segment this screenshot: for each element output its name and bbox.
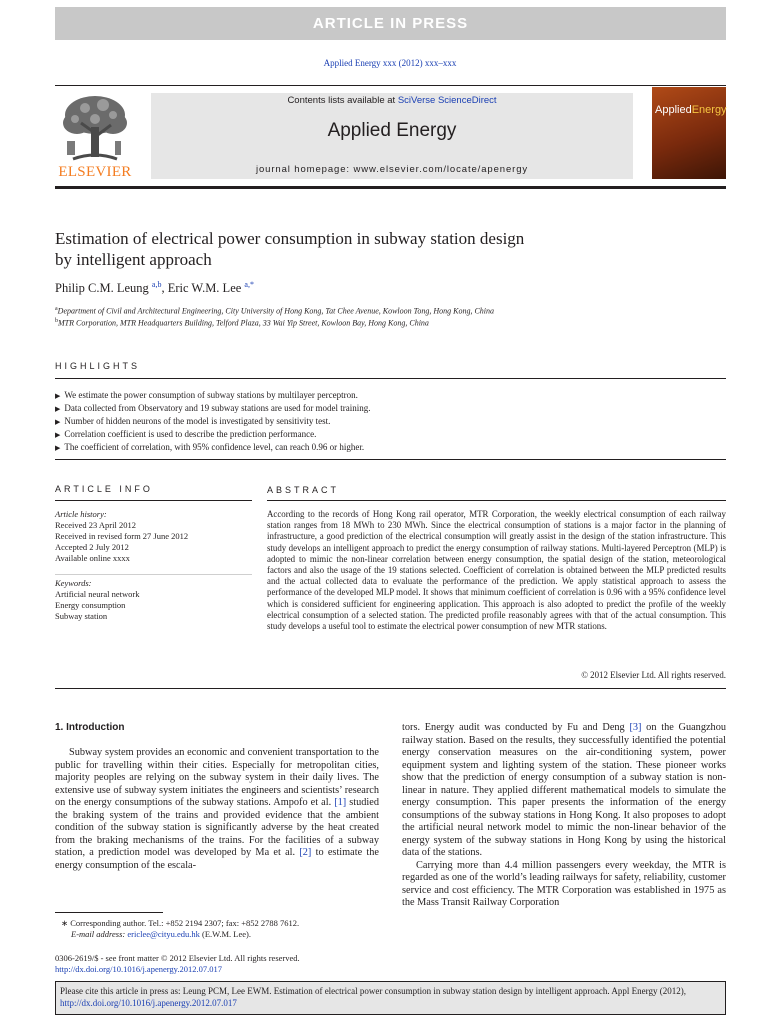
reference-link[interactable]: [2]: [299, 847, 312, 858]
header-top-rule: [55, 85, 726, 86]
abstract-rule: [267, 500, 726, 501]
doi-link[interactable]: http://dx.doi.org/10.1016/j.apenergy.2012.07.017: [55, 964, 222, 974]
list-item: ▶ Correlation coefficient is used to describe the prediction performance.: [55, 428, 726, 441]
corresponding-author-footnote: ∗ Corresponding author. Tel.: +852 2194 2307; fax: +852 2788 7612. E-mail address: ericlee@cityu.edu.hk (E.W.M. Lee).: [61, 918, 300, 939]
journal-cover-image: [652, 87, 726, 179]
list-item: ▶ The coefficient of correlation, with 95% confidence level, can reach 0.96 or higher.: [55, 441, 726, 454]
list-item: ▶ We estimate the power consumption of subway stations by multilayer perceptron.: [55, 389, 726, 402]
citation-notice-box: Please cite this article in press as: Leung PCM, Lee EWM. Estimation of electrical power consumption in subway station design by intelligent approach. Appl Energy (2012), http://dx.doi.org/10.1016/j.apenergy.2012.07.017: [55, 981, 726, 1015]
body-column-left: Subway system provides an economic and convenient transportation to the public for travelling within their cities. Especially for metropolitan cities, majority peoples are relying on the subway system in their daily lives. The extensive use of subway system initiates the engineers and scientists’ research on the energy consumptions of the subway stations. Ampofo et al. [1] studied the braking system of the trains and provided evidence that the ambient condition of the subway station is significantly adverse by the heat created from the braking mechanisms of the trains. For the facilities of a subway station, a prediction model was developed by Ma et al. [2] to estimate the energy consumption of the escala-: [55, 747, 379, 871]
keyword-item: Subway station: [55, 611, 108, 621]
keyword-item: Artificial neural network: [55, 589, 140, 599]
header-bottom-rule: [55, 186, 726, 189]
reference-link[interactable]: [1]: [334, 797, 347, 808]
article-info-heading: ARTICLE INFO: [55, 484, 153, 494]
email-link[interactable]: ericlee@cityu.edu.hk: [127, 929, 200, 939]
journal-citation-link[interactable]: Applied Energy xxx (2012) xxx–xxx: [323, 58, 457, 68]
author-affiliation-mark[interactable]: a,b: [151, 279, 162, 289]
article-info-divider: [55, 574, 252, 575]
highlights-rule: [55, 378, 726, 379]
journal-homepage[interactable]: journal homepage: www.elsevier.com/locate/apenergy: [255, 164, 529, 175]
article-history: Article history: Received 23 April 2012 Received in revised form 27 June 2012 Accepted 2 July 2012 Available online xxxx: [55, 509, 189, 563]
section-heading-introduction: 1. Introduction: [55, 722, 125, 733]
cover-title: AppliedEnergy: [655, 104, 727, 116]
body-column-right: tors. Energy audit was conducted by Fu and Deng [3] on the Guangzhou railway station. Based on the results, they successfully identified the potential energy conservation measures on the air-conditioning system, power equipment system and lighting system of the station. These pioneer works show that the prediction of energy consumption of a subway station is non-linear in nature. They applied different mathematical models to simulate the energy consumption. This paper presents the information of the energy consumptions of the subway stations in Hong Kong. It also proposes to adopt the artificial neural network model to mimic the non-linear behavior of the energy system of the subway stations in Hong Kong by using the historical data of the stations. Carrying more than 4.4 million passengers every weekday, the MTR is regarded as one of the world’s leading railways for safety, reliability, customer service and cost efficiency. The MTR Corporation was established in 1975 as the Mass Transit Railway Corporation: [402, 722, 726, 908]
author-list: Philip C.M. Leung $^{a,b}$, Eric W.M. Lee $^{a,*}$: [55, 279, 254, 295]
highlights-heading: HIGHLIGHTS: [55, 361, 141, 371]
author-name: Philip C.M. Leung: [55, 281, 149, 295]
article-info-rule: [55, 500, 252, 501]
highlights-bottom-rule: [55, 459, 726, 460]
abstract-copyright: © 2012 Elsevier Ltd. All rights reserved.: [581, 670, 726, 680]
footnote-rule: [55, 912, 163, 913]
list-item: ▶ Data collected from Observatory and 19 subway stations are used for model training.: [55, 402, 726, 415]
abstract-heading: ABSTRACT: [267, 485, 340, 495]
contents-availability: Contents lists available at SciVerse ScienceDirect: [287, 95, 497, 106]
article-in-press-banner: ARTICLE IN PRESS: [55, 7, 726, 40]
affiliation-a: $^a$Department of Civil and Architectural Engineering, City University of Hong Kong, Tat Chee Avenue, Kowloon Tong, Hong Kong, China: [55, 306, 495, 316]
abstract-bottom-rule: [55, 688, 726, 689]
abstract-body: According to the records of Hong Kong rail operator, MTR Corporation, the weekly electrical consumption of each railway station ranges from 18 MWh to 230 MWh. Since the electrical consumption of stations is a major factor in the planning of infrastructure, a good prediction of the electrical consumption will greatly assist in the design of the station infrastructure. This study develops an intelligent approach to predict the energy consumption of railway stations. Multi-layered Perceptron (MLP) is adopted to mimic the non-linear correlation between energy consumption, the spatial design of the station, meteorological factors and also the usage of the 19 stations selected. Coefficient of correlation is obtained between the MLP predicted results and the actual collected data to evaluate the performance of the prediction. We apply statistical approach to assess the performance of the developed MLP model. It shows that minimum coefficient of correlation is 0.96 with a 95% confidence level which is considered sufficient for engineering application. This approach is also adopted to predict the profile of the weekly electrical consumption of a selected station. The predicted profile reasonably agrees with that of the actual consumption. This study develops a useful tool to estimate the electrical power consumption of new MTR stations.: [267, 509, 726, 632]
sciencedirect-link[interactable]: SciVerse ScienceDirect: [397, 95, 497, 106]
journal-title: Applied Energy: [327, 120, 457, 141]
keywords: Keywords: Artificial neural network Energy consumption Subway station: [55, 578, 252, 622]
front-matter: 0306-2619/$ - see front matter © 2012 Elsevier Ltd. All rights reserved. http://dx.doi.org/10.1016/j.apenergy.2012.07.017: [55, 953, 395, 975]
highlights-list: [55, 389, 726, 454]
paper-title: Estimation of electrical power consumption in subway station design by intelligent approach: [55, 229, 525, 269]
journal-masthead: [151, 93, 633, 179]
citation-doi-link[interactable]: http://dx.doi.org/10.1016/j.apenergy.2012.07.017: [60, 998, 237, 1008]
reference-link[interactable]: [3]: [629, 722, 642, 733]
affiliation-b: $^b$MTR Corporation, MTR Headquarters Building, Telford Plaza, 33 Wai Yip Street, Kowloon Bay, Hong Kong, China: [55, 318, 429, 328]
list-item: ▶ Number of hidden neurons of the model is investigated by sensitivity test.: [55, 415, 726, 428]
keyword-item: Energy consumption: [55, 600, 126, 610]
author-affiliation-mark[interactable]: a,*: [244, 279, 254, 289]
publisher-wordmark: ELSEVIER: [58, 164, 132, 180]
author-name: Eric W.M. Lee: [167, 281, 242, 295]
